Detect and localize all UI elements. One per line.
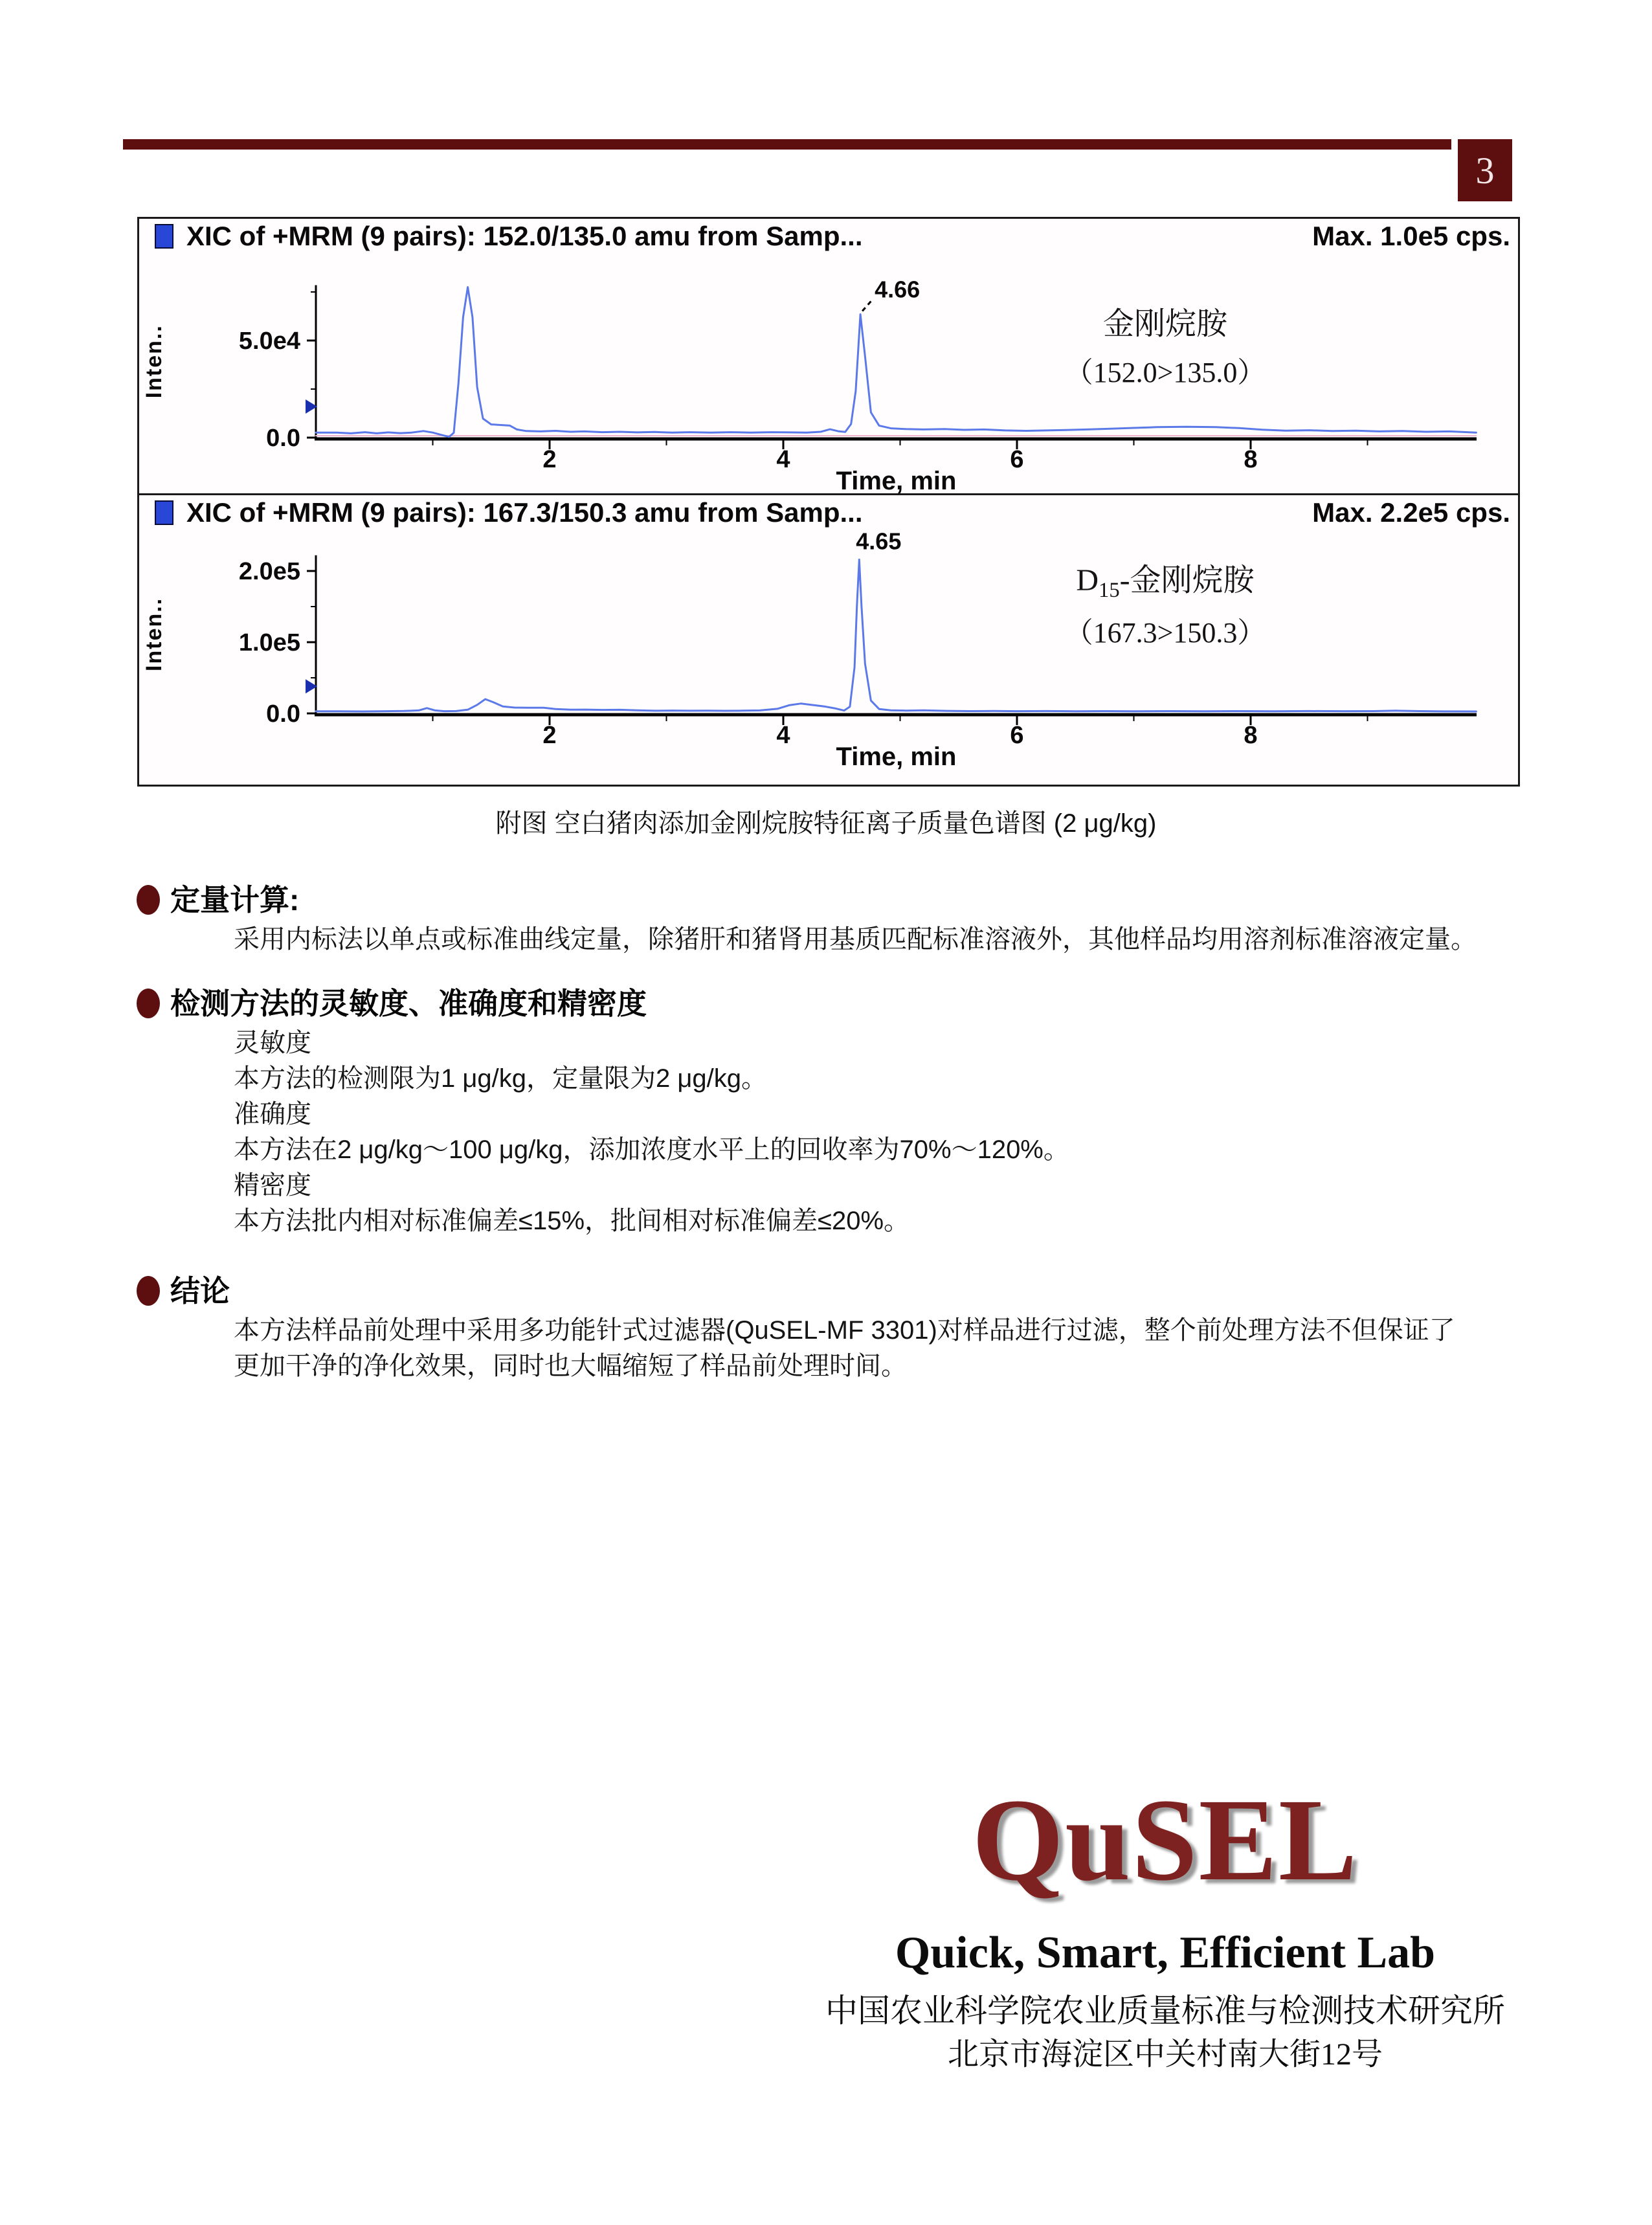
section-body-line: 采用内标法以单点或标准曲线定量，除猪肝和猪肾用基质匹配标准溶液外，其他样品均用溶剂标准溶液定量。 — [234, 925, 1477, 954]
svg-text:2.0e5: 2.0e5 — [238, 558, 300, 585]
section-body-line: 更加干净的净化效果，同时也大幅缩短了样品前处理时间。 — [234, 1352, 907, 1380]
svg-text:Time, min: Time, min — [836, 467, 957, 493]
section-body-line: 本方法的检测限为1 μg/kg，定量限为2 μg/kg。 — [234, 1064, 768, 1093]
trace-max-intensity: Max. 2.2e5 cps. — [1312, 497, 1510, 528]
section-method-performance — [137, 985, 1535, 1239]
chromatogram-panel-2 — [139, 495, 1518, 785]
section-heading: 检测方法的灵敏度、准确度和精密度 — [170, 987, 647, 1020]
section-body-line: 精密度 — [234, 1171, 311, 1200]
organization-name: 中国农业科学院农业质量标准与检测技术研究所 — [825, 1993, 1505, 2029]
section-quantitative-calculation — [137, 882, 1535, 957]
trace-title: XIC of +MRM (9 pairs): 152.0/135.0 amu from Samp... — [186, 221, 863, 251]
section-heading: 定量计算: — [170, 883, 300, 917]
svg-text:6: 6 — [1010, 446, 1024, 473]
svg-text:（167.3>150.3）: （167.3>150.3） — [1064, 617, 1266, 649]
footer-brand-block — [806, 1775, 1524, 2075]
top-rule — [123, 139, 1451, 150]
svg-text:Inten..: Inten.. — [142, 597, 166, 671]
section-body-line: 灵敏度 — [234, 1029, 311, 1057]
chromatogram-header-1 — [155, 222, 1510, 251]
svg-text:2: 2 — [542, 722, 557, 749]
svg-text:0.0: 0.0 — [266, 700, 300, 728]
trace-max-intensity: Max. 1.0e5 cps. — [1312, 221, 1510, 251]
svg-text:0.0: 0.0 — [266, 425, 300, 452]
trace-title: XIC of +MRM (9 pairs): 167.3/150.3 amu from Samp... — [186, 497, 863, 528]
chromatogram-panel-1 — [139, 219, 1518, 495]
page-number: 3 — [1475, 149, 1495, 192]
trace-color-icon — [155, 224, 173, 249]
svg-text:Inten..: Inten.. — [142, 324, 166, 399]
svg-text:金刚烷胺: 金刚烷胺 — [1102, 307, 1228, 341]
section-body-line: 本方法批内相对标准偏差≤15%，批间相对标准偏差≤20%。 — [234, 1207, 910, 1235]
trace-color-icon — [155, 500, 173, 525]
section-body-line: 准确度 — [234, 1100, 311, 1128]
svg-text:2: 2 — [542, 446, 557, 473]
svg-text:8: 8 — [1244, 722, 1258, 749]
section-conclusion — [137, 1273, 1535, 1384]
section-heading: 结论 — [170, 1274, 230, 1308]
section-body-line: 本方法样品前处理中采用多功能针式过滤器(QuSEL-MF 3301)对样品进行过滤，整个前处理方法不但保证了 — [234, 1316, 1455, 1345]
chromatogram-plot-1 — [139, 219, 1518, 493]
chromatogram-header-2 — [155, 498, 1510, 527]
section-body-line: 本方法在2 μg/kg～100 μg/kg，添加浓度水平上的回收率为70%～120%。 — [234, 1135, 1069, 1164]
svg-text:6: 6 — [1010, 722, 1024, 749]
qusel-logo: QuSEL — [972, 1775, 1359, 1905]
svg-text:Time, min: Time, min — [836, 743, 957, 771]
bullet-icon — [137, 989, 160, 1018]
svg-text:4: 4 — [776, 446, 790, 473]
svg-text:（152.0>135.0）: （152.0>135.0） — [1064, 357, 1266, 388]
svg-text:4.66: 4.66 — [875, 276, 921, 303]
svg-text:8: 8 — [1244, 446, 1258, 473]
page-number-box — [1458, 139, 1512, 201]
svg-text:5.0e4: 5.0e4 — [238, 328, 300, 355]
svg-text:D15-金刚烷胺: $D_{15}-$金刚烷胺 — [1076, 563, 1255, 602]
chromatogram-frame — [137, 217, 1520, 787]
figure-caption: 附图 空白猪肉添加金刚烷胺特征离子质量色谱图 (2 μg/kg) — [495, 809, 1157, 838]
svg-text:4: 4 — [776, 722, 790, 749]
svg-text:1.0e5: 1.0e5 — [238, 629, 300, 656]
svg-text:4.65: 4.65 — [856, 528, 902, 555]
chromatogram-plot-2 — [139, 495, 1518, 785]
brand-tagline: Quick, Smart, Efficient Lab — [895, 1928, 1436, 1978]
bullet-icon — [137, 885, 160, 915]
organization-address: 北京市海淀区中关村南大街12号 — [947, 2037, 1383, 2072]
bullet-icon — [137, 1276, 160, 1306]
